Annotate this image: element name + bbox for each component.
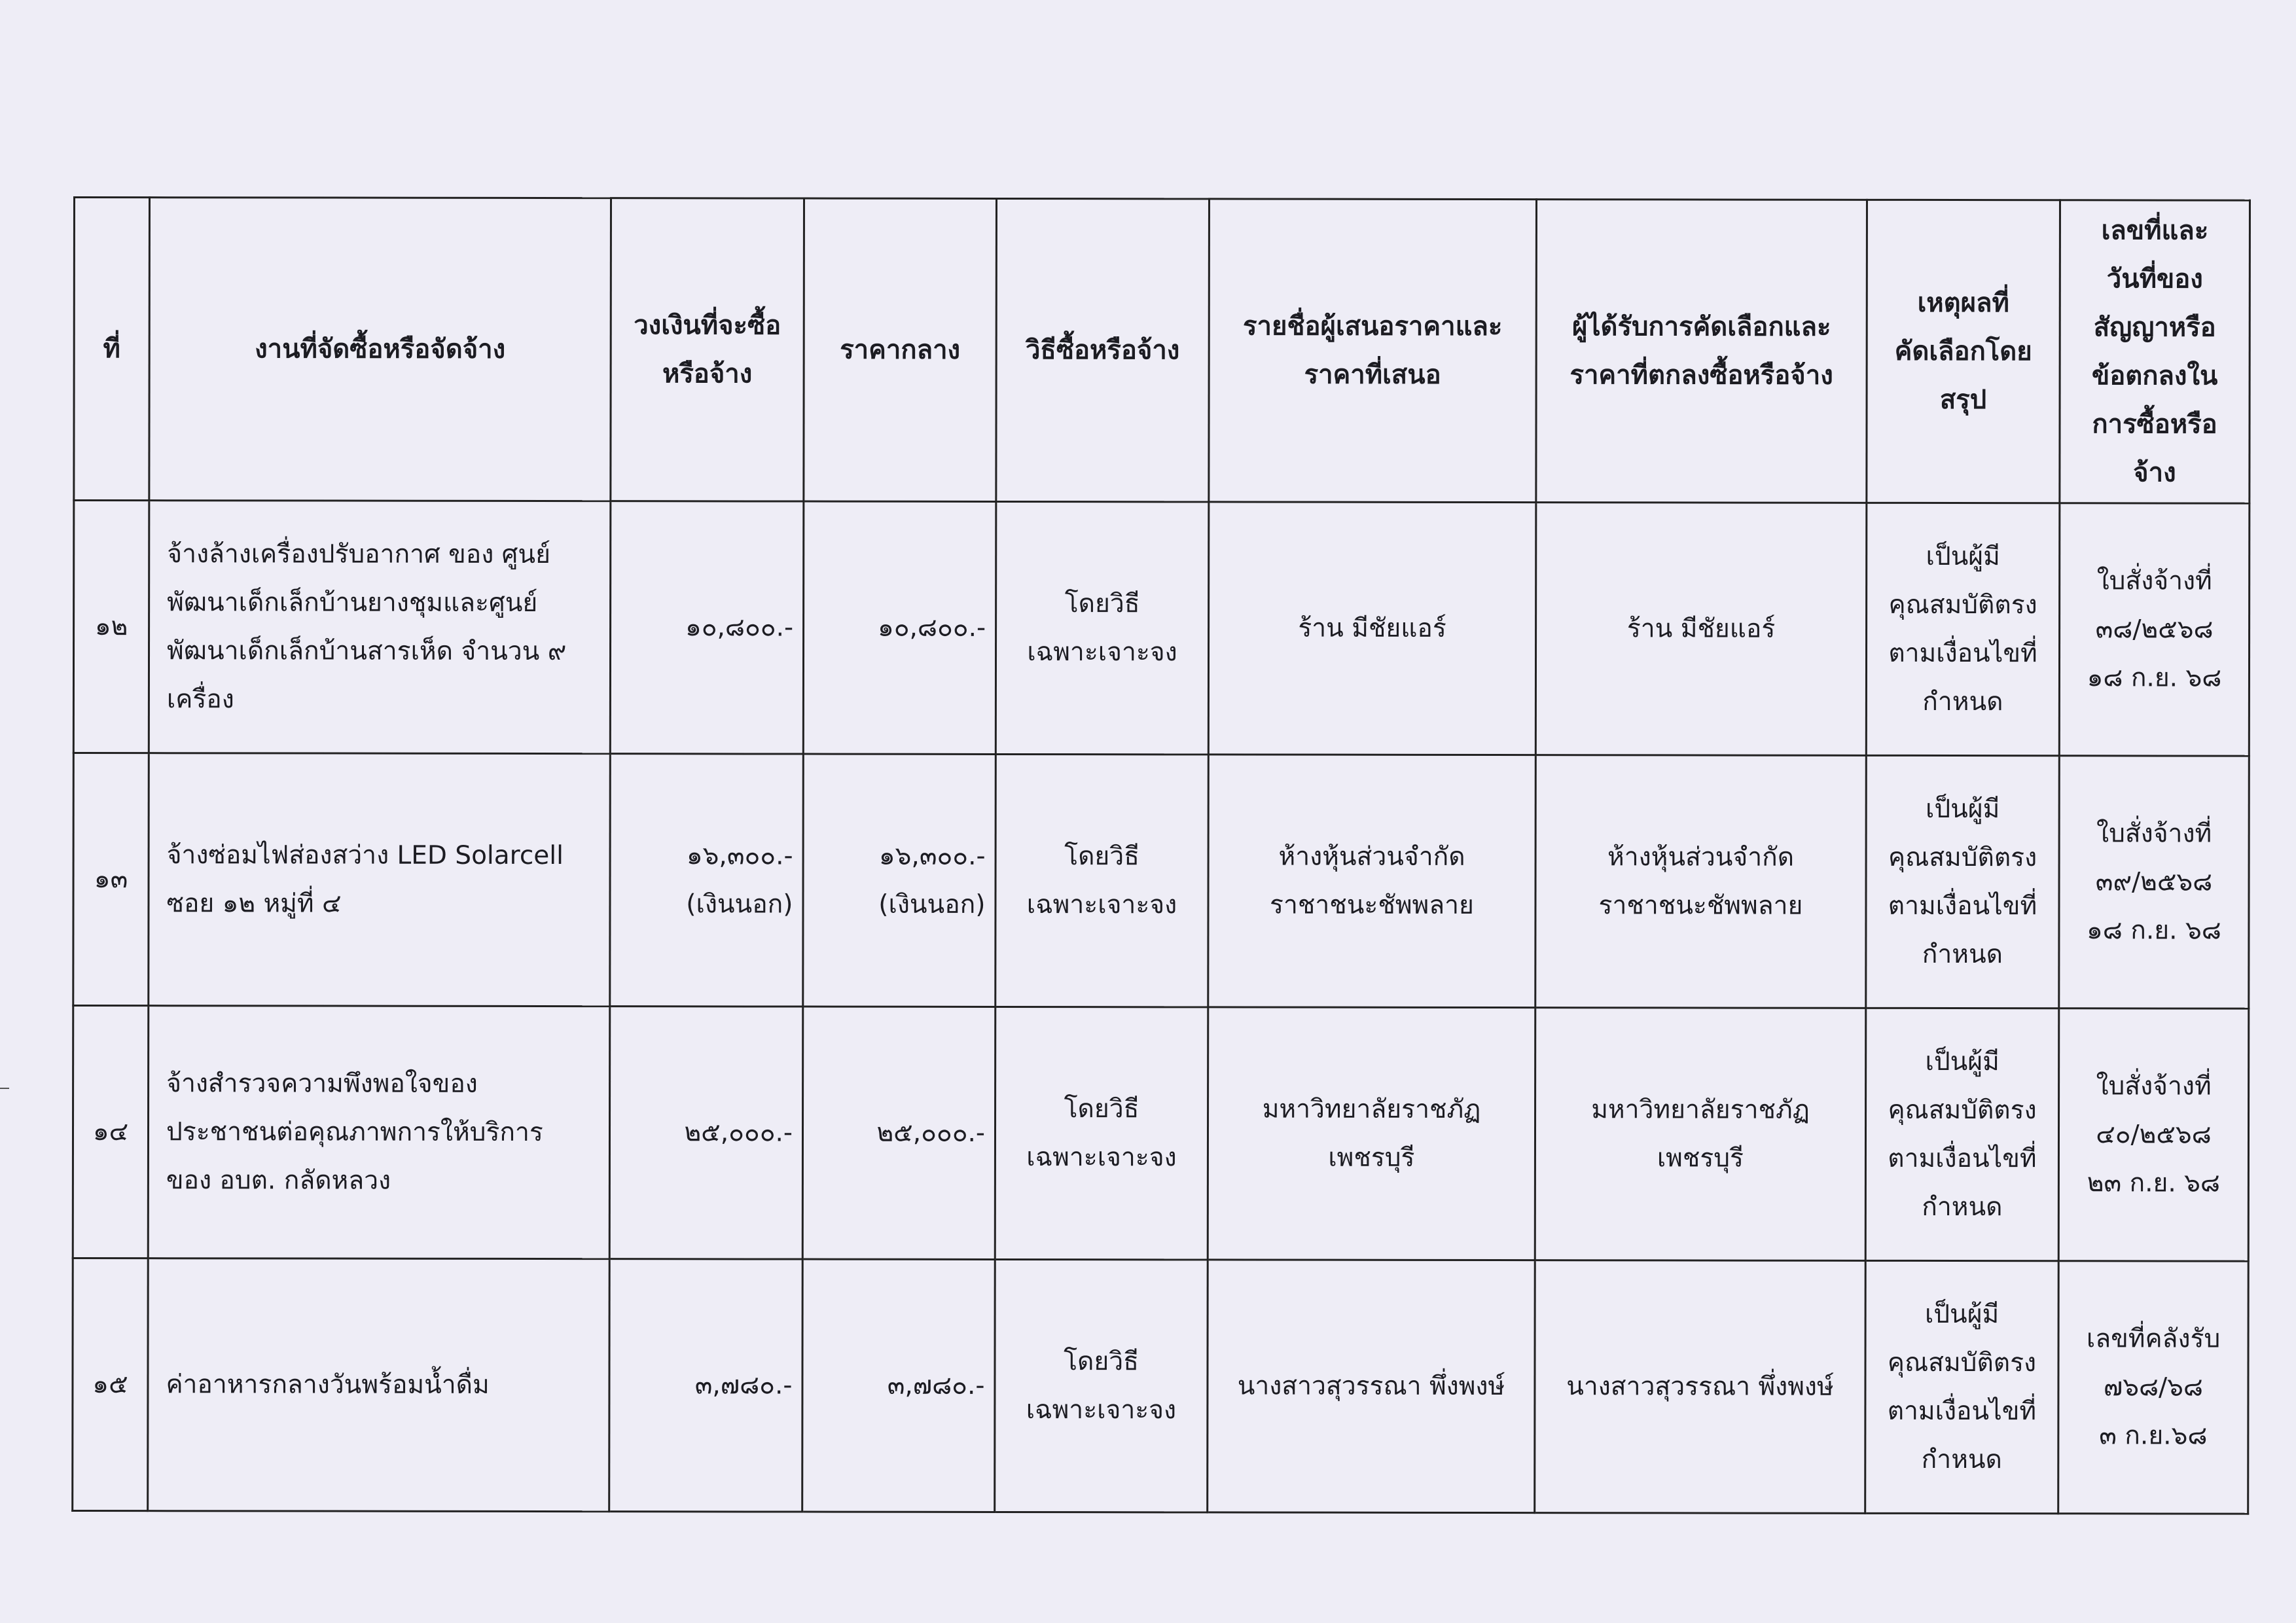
cell-method-line: เฉพาะเจาะจง [1026,889,1177,919]
cell-method-line: โดยวิธี [1064,841,1140,871]
cell-budget [610,754,804,1007]
cell-reason [1866,755,2060,1008]
cell-work-line: เครื่อง [166,684,234,714]
cell-reason [1865,1008,2059,1260]
cell-selected-line: ราชาชนะชัพพลาย [1598,890,1803,921]
cell-reason-line: ตามเงื่อนไขที่ [1888,1143,2037,1173]
cell-reason [1865,1260,2059,1513]
cell-bidder-line: ราชาชนะชัพพลาย [1270,890,1474,920]
cell-work [148,1006,610,1259]
cell-bidder [1208,755,1536,1008]
cell-budget-line: ๑๐,๘๐๐.- [685,612,794,643]
cell-bidder-line: ร้าน มีชัยแอร์ [1298,613,1446,643]
cell-median-price [803,501,996,754]
cell-budget-line: ๑๖,๓๐๐.- [686,840,793,871]
cell-contract-line: ๑๘ ก.ย. ๖๘ [2087,662,2222,693]
cell-method-line: เฉพาะเจาะจง [1027,637,1177,667]
cell-contract-line: ใบสั่งจ้างที่ [2096,1071,2212,1101]
cell-work-line: จ้างสำรวจความพึงพอใจของ [166,1068,478,1099]
header-contract: เลขที่และ วันที่ของ สัญญาหรือ ข้อตกลงใน การซื้อหรือ จ้าง [2060,200,2250,503]
table-row [73,1006,2249,1262]
cell-reason-line: เป็นผู้มี [1926,794,2000,824]
cell-reason-line: เป็นผู้มี [1924,1299,2000,1329]
cell-reason-line: เป็นผู้มี [1925,1046,2000,1077]
cell-contract-line: ๓๙/๒๕๖๘ [2095,866,2213,897]
cell-selected-line: ร้าน มีชัยแอร์ [1626,613,1776,644]
cell-selected-line: นางสาวสุวรรณา พึ่งพงษ์ [1566,1371,1834,1402]
cell-no: ๑๔ [73,1006,149,1258]
cell-reason-line: คุณสมบัติตรง [1888,590,2037,620]
cell-selected [1535,503,1867,756]
cell-method [996,754,1209,1007]
cell-work-line: ประชาชนต่อคุณภาพการให้บริการ [166,1116,543,1147]
cell-median-price-line: ๑๖,๓๐๐.- [878,841,986,871]
cell-budget-line: ๓,๗๘๐.- [694,1370,793,1400]
cell-work-line: ของ อบต. กลัดหลวง [166,1165,391,1196]
cell-selected [1535,755,1867,1008]
cell-reason-line: กำหนด [1922,939,2003,969]
cell-median-price-line: (เงินนอก) [878,889,986,919]
cell-reason [1866,503,2060,755]
cell-work-line: พัฒนาเด็กเล็กบ้านยางชุมและศูนย์ [167,587,538,618]
cell-bidder [1208,1007,1535,1260]
cell-budget-line: (เงินนอก) [686,889,793,919]
header-bidders: รายชื่อผู้เสนอราคาและ ราคาที่เสนอ [1209,199,1537,503]
scan-edge-mark [0,1088,9,1089]
cell-work-line: พัฒนาเด็กเล็กบ้านสารเห็ด จำนวน ๙ [166,635,567,666]
cell-contract-line: ๔๐/๒๕๖๘ [2096,1119,2212,1150]
cell-work-line: ค่าอาหารกลางวันพร้อมน้ำดื่ม [166,1369,490,1400]
cell-reason-line: กำหนด [1921,1444,2002,1474]
cell-selected-line: มหาวิทยาลัยราชภัฏ [1591,1094,1810,1125]
cell-method-line: โดยวิธี [1064,1346,1139,1376]
cell-method-line: โดยวิธี [1064,1094,1139,1124]
cell-contract [2058,1261,2249,1514]
cell-reason-line: คุณสมบัติตรง [1888,1095,2037,1125]
cell-median-price [803,754,996,1007]
cell-reason-line: คุณสมบัติตรง [1888,842,2037,872]
cell-work [149,753,611,1007]
cell-contract-line: ใบสั่งจ้างที่ [2096,565,2212,596]
table-row [73,501,2250,757]
cell-contract-line: ๒๓ ก.ย. ๖๘ [2087,1168,2221,1198]
cell-reason-line: ตามเงื่อนไขที่ [1887,1396,2037,1426]
cell-bidder-line: นางสาวสุวรรณา พึ่งพงษ์ [1237,1370,1505,1401]
cell-contract-line: เลขที่คลังรับ [2086,1323,2221,1354]
cell-bidder-line: มหาวิทยาลัยราชภัฏ [1262,1094,1481,1124]
cell-contract-line: ๓ ก.ย.๖๘ [2099,1420,2208,1451]
cell-budget-line: ๒๕,๐๐๐.- [684,1117,793,1148]
cell-method-line: เฉพาะเจาะจง [1026,1142,1177,1172]
procurement-table [71,196,2251,1515]
cell-work-line: จ้างล้างเครื่องปรับอากาศ ของ ศูนย์ [167,539,550,569]
cell-contract [2059,756,2250,1008]
cell-bidder-line: ห้างหุ้นส่วนจำกัด [1278,842,1465,872]
cell-contract [2059,503,2250,756]
cell-work [149,501,611,754]
cell-budget [610,501,804,754]
cell-selected [1535,1008,1866,1261]
cell-reason-line: เป็นผู้มี [1926,541,2000,571]
header-selected: ผู้ได้รับการคัดเลือกและ ราคาที่ตกลงซื้อหรือจ้าง [1536,200,1867,503]
table-body [73,501,2250,1514]
cell-contract [2058,1008,2249,1261]
cell-work-line: จ้างซ่อมไฟส่องสว่าง LED Solarcell [166,840,564,870]
cell-median-price [802,1259,996,1512]
header-reason: เหตุผลที่ คัดเลือกโดย สรุป [1867,200,2060,503]
cell-median-price-line: ๒๕,๐๐๐.- [876,1118,986,1148]
cell-budget [609,1259,803,1512]
cell-method [995,1007,1208,1259]
header-no: ที่ [74,198,150,501]
cell-selected-line: เพชรบุรี [1657,1143,1744,1173]
cell-bidder [1208,502,1536,755]
cell-no: ๑๒ [73,501,149,753]
cell-selected-line: ห้างหุ้นส่วนจำกัด [1607,842,1795,872]
table-row [73,1258,2249,1514]
header-budget: วงเงินที่จะซื้อ หรือจ้าง [611,198,804,501]
cell-no: ๑๕ [73,1258,149,1511]
cell-method [995,1259,1208,1512]
cell-contract-line: ๑๘ ก.ย. ๖๘ [2087,915,2221,946]
cell-reason-line: ตามเงื่อนไขที่ [1888,891,2037,921]
cell-bidder-line: เพชรบุรี [1328,1143,1415,1173]
cell-median-price-line: ๑๐,๘๐๐.- [877,613,986,643]
cell-median-price [802,1007,996,1259]
cell-selected [1535,1260,1866,1514]
cell-work [148,1258,610,1512]
cell-median-price-line: ๓,๗๘๐.- [887,1370,985,1400]
cell-reason-line: กำหนด [1922,1192,2003,1222]
header-work: งานที่จัดซื้อหรือจัดจ้าง [149,198,611,501]
header-method: วิธีซื้อหรือจ้าง [996,198,1210,501]
header-row [74,198,2250,504]
cell-method [996,501,1209,754]
cell-reason-line: คุณสมบัติตรง [1887,1347,2037,1378]
cell-bidder [1208,1260,1535,1513]
cell-method-line: โดยวิธี [1064,588,1140,618]
header-median-price: ราคากลาง [804,198,997,501]
cell-method-line: เฉพาะเจาะจง [1026,1395,1177,1425]
cell-work-line: ซอย ๑๒ หมู่ที่ ๔ [166,888,342,919]
cell-no: ๑๓ [73,753,149,1006]
cell-reason-line: ตามเงื่อนไขที่ [1888,638,2037,668]
cell-contract-line: ๓๘/๒๕๖๘ [2095,614,2214,645]
cell-contract-line: ใบสั่งจ้างที่ [2096,818,2212,849]
cell-budget [609,1007,803,1259]
cell-contract-line: ๗๖๘/๖๘ [2103,1372,2204,1402]
cell-reason-line: กำหนด [1922,687,2003,717]
table-row [73,753,2250,1009]
